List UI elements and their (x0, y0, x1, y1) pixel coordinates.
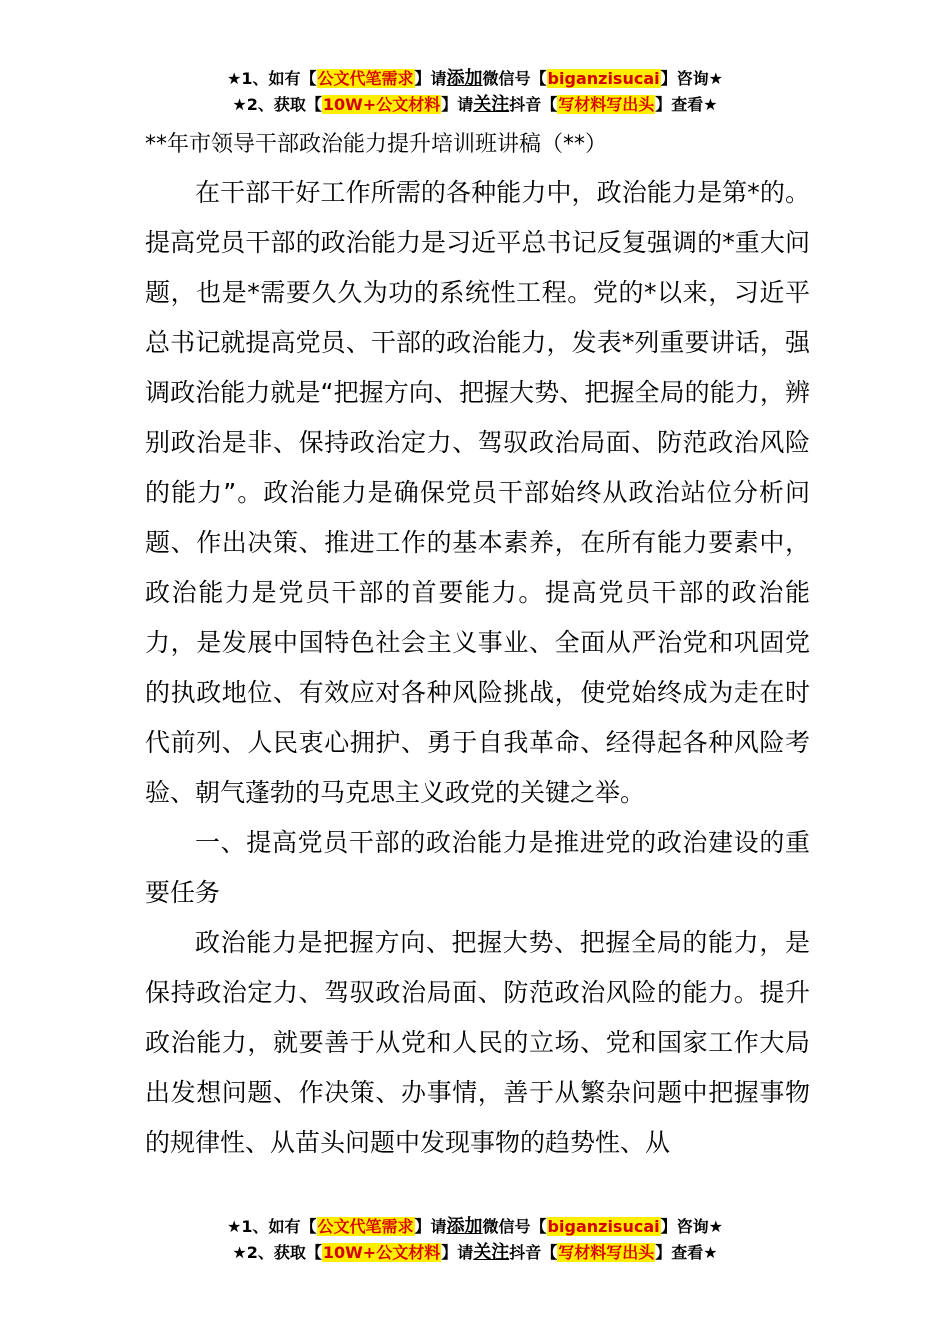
section-heading-1: 一、提高党员干部的政治能力是推进党的政治建设的重要任务 (145, 828, 810, 907)
document-body (145, 122, 810, 1168)
paragraph-intro: 在干部干好工作所需的各种能力中，政治能力是第*的。提高党员干部的政治能力是习近平总书记反复强调的*重大问题，也是*需要久久为功的系统性工程。党的*以来，习近平总书记就提高党员、干部的政治能力，发表*列重要讲话，强调政治能力就是“把握方向、把握大势、把握全局的能力，辨别政治是非、保持政治定力、驾驭政治局面、防范政治风险的能力”。政治能力是确保党员干部始终从政治站位分析问题、作出决策、推进工作的基本素养，在所有能力要素中，政治能力是党员干部的首要能力。提高党员干部的政治能力，是发展中国特色社会主义事业、全面从严治党和巩固党的执政地位、有效应对各种风险挑战，使党始终成为走在时代前列、人民衷心拥护、勇于自我革命、经得起各种风险考验、朝气蓬勃的马克思主义政党的关键之举。 (145, 178, 810, 807)
notice-underlined-text: 添加 (446, 1216, 483, 1237)
document-title: **年市领导干部政治能力提升培训班讲稿（**） (145, 132, 608, 157)
notice-highlight: biganzisucai (547, 69, 660, 88)
notice-highlight: 公文代笔需求 (317, 1217, 414, 1236)
notice-underlined-text: 关注 (473, 94, 510, 115)
notice-line-2: ★2、获取【10W+公文材料】请关注抖音【写材料写出头】查看★ (232, 1242, 718, 1263)
notice-highlight: 写材料写出头 (558, 1243, 655, 1262)
notice-highlight: 公文代笔需求 (317, 69, 414, 88)
header-notice-banner (0, 66, 950, 118)
notice-underlined-text: 关注 (473, 1242, 510, 1263)
notice-highlight: 10W+公文材料 (322, 1243, 441, 1262)
footer-notice-banner (0, 1214, 950, 1266)
paragraph-section-1: 政治能力是把握方向、把握大势、把握全局的能力，是保持政治定力、驾驭政治局面、防范政治风险的能力。提升政治能力，就要善于从党和人民的立场、党和国家工作大局出发想问题、作决策、办事情，善于从繁杂问题中把握事物的规律性、从苗头问题中发现事物的趋势性、从 (145, 928, 810, 1157)
notice-underlined-text: 添加 (446, 68, 483, 89)
notice-highlight: 写材料写出头 (558, 95, 655, 114)
notice-highlight: biganzisucai (547, 1217, 660, 1236)
notice-line-1: ★1、如有【公文代笔需求】请添加微信号【biganzisucai】咨询★ (227, 1216, 723, 1237)
notice-line-1: ★1、如有【公文代笔需求】请添加微信号【biganzisucai】咨询★ (227, 68, 723, 89)
notice-highlight: 10W+公文材料 (322, 95, 441, 114)
notice-line-2: ★2、获取【10W+公文材料】请关注抖音【写材料写出头】查看★ (232, 94, 718, 115)
